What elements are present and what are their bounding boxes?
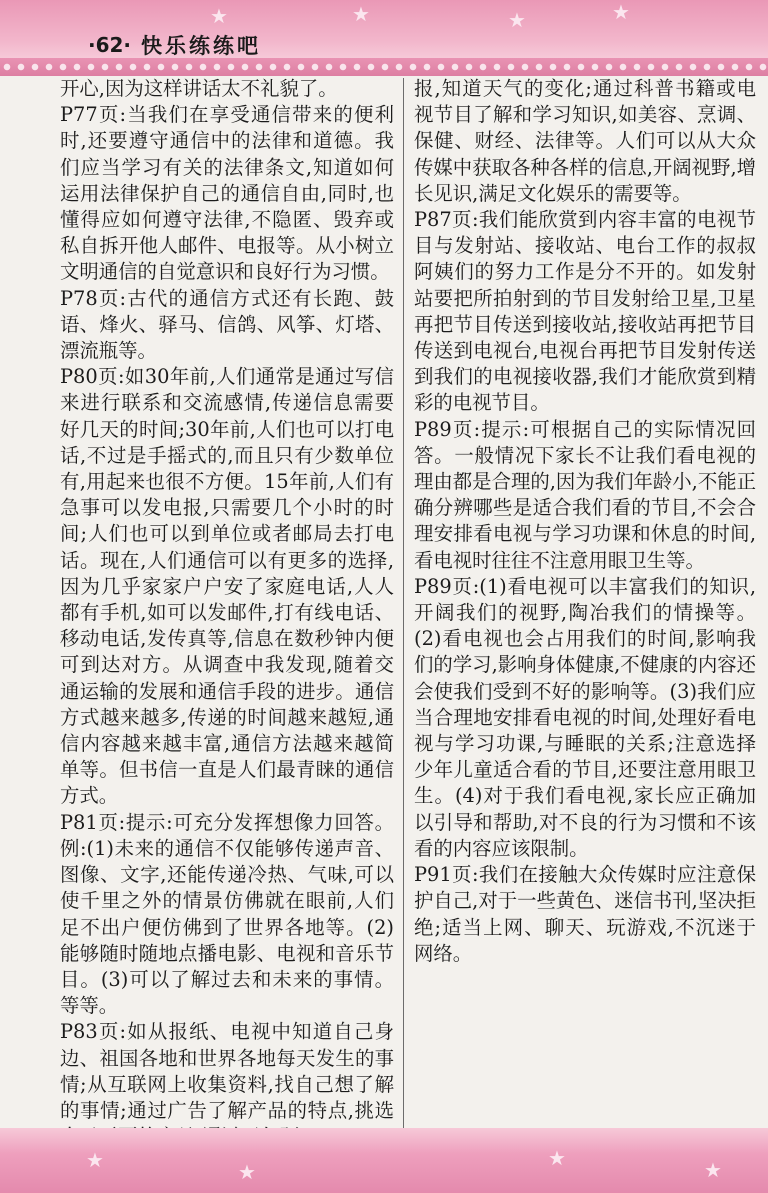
paragraph: 开心,因为这样讲话太不礼貌了。 — [60, 77, 338, 100]
paragraph: P77页:当我们在享受通信带来的便利时,还要遵守通信中的法律和道德。我们应当学习有关的法律条文,知道如何运用法律保护自己的通信自由,同时,也懂得应如何遵守法律,不隐匿、毁弃或私自拆开他人邮件、电报等。从小树立文明通信的自觉意识和良好行为习惯。 — [60, 103, 394, 284]
star-icon: ★ — [238, 1160, 256, 1184]
right-column — [414, 76, 756, 967]
paragraph: P91页:我们在接触大众传媒时应注意保护自己,对于一些黄色、迷信书刊,坚决拒绝;适当上网、聊天、玩游戏,不沉迷于网络。 — [414, 863, 756, 965]
paragraph: P81页:提示:可充分发挥想像力回答。例:(1)未来的通信不仅能够传递声音、图像、文字,还能传递冷热、气味,可以使千里之外的情景仿佛就在眼前,人们足不出户便仿佛到了世界各地等。(2)能够随时随地点播电影、电视和音乐节目。(3)可以了解过去和未来的事情。等等。 — [60, 810, 394, 1018]
page-header — [88, 30, 261, 60]
paragraph: P80页:如30年前,人们通常是通过写信来进行联系和交流感情,传递信息需要好几天的时间;30年前,人们也可以打电话,不过是手摇式的,而且只有少数单位有,用起来也很不方便。15年前,人们有急事可以发电报,只需要几个小时的时间;人们也可以到单位或者邮局去打电话。现在,人们通信可以有更多的选择,因为几乎家家户户安了家庭电话,人人都有手机,如可以发邮件,打有线电话、移动电话,发传真等,信息在数秒钟内便可到达对方。从调查中我发现,随着交通运输的发展和通信手段的进步。通信方式越来越多,传递的时间越来越短,通信内容越来越丰富,通信方法越来越简单等。但书信一直是人们最青睐的通信方式。 — [60, 365, 394, 808]
star-icon: ★ — [352, 2, 370, 26]
bottom-decorative-band — [0, 1128, 768, 1193]
column-divider — [403, 78, 404, 1128]
star-icon: ★ — [210, 4, 228, 28]
book-title: 快乐练练吧 — [141, 34, 262, 58]
paragraph: P83页:如从报纸、电视中知道自己身边、祖国各地和世界各地每天发生的事情;从互联网上收集资料,找自己想了解的事情;通过广告了解产品的特点,挑选 — [60, 1020, 394, 1122]
star-icon: ★ — [508, 8, 526, 32]
star-icon: ★ — [612, 0, 630, 24]
paragraph: P87页:我们能欣赏到内容丰富的电视节目与发射站、接收站、电台工作的叔叔阿姨们的努力工作是分不开的。如发射站要把所拍射到的节目发射给卫星,卫星再把节目传送到接收站,接收站再把节目传送到电视台,电视台再把节目发射传送到我们的电视接收器,我们才能欣赏到精彩的电视节目。 — [414, 208, 756, 415]
star-icon: ★ — [86, 1148, 104, 1172]
star-icon: ★ — [548, 1146, 566, 1170]
paragraph: P78页:古代的通信方式还有长跑、鼓语、烽火、驿马、信鸽、风筝、灯塔、漂流瓶等。 — [60, 286, 394, 363]
dotted-border — [0, 58, 768, 76]
page-number: ·62· — [88, 33, 132, 57]
left-column — [60, 76, 394, 1150]
paragraph: P89页:(1)看电视可以丰富我们的知识,开阔我们的视野,陶冶我们的情操等。(2)看电视也会占用我们的时间,影响我们的学习,影响身体健康,不健康的内容还会使我们受到不好的影响等。(3)我们应当合理地安排看电视的时间,处理好看电视与学习功课,与睡眠的关系;注意选择少年儿童适合看的节目,还要注意用眼卫生。(4)对于我们看电视,家长应正确加以引导和帮助,对不良的行为习惯和不该看的内容应该限制。 — [414, 574, 756, 860]
paragraph: P89页:提示:可根据自己的实际情况回答。一般情况下家长不让我们看电视的理由都是合理的,因为我们年龄小,不能正确分辨哪些是适合我们看的节目,不会合理安排看电视与学习功课和休息的时间,看电视时往往不注意用眼卫生等。 — [414, 417, 756, 572]
star-icon: ★ — [704, 1158, 722, 1182]
paragraph: 报,知道天气的变化;通过科普书籍或电视节目了解和学习知识,如美容、烹调、保健、财经、法律等。人们可以从大众传媒中获取各种各样的信息,开阔视野,增长见识,满足文化娱乐的需要等。 — [414, 77, 756, 205]
